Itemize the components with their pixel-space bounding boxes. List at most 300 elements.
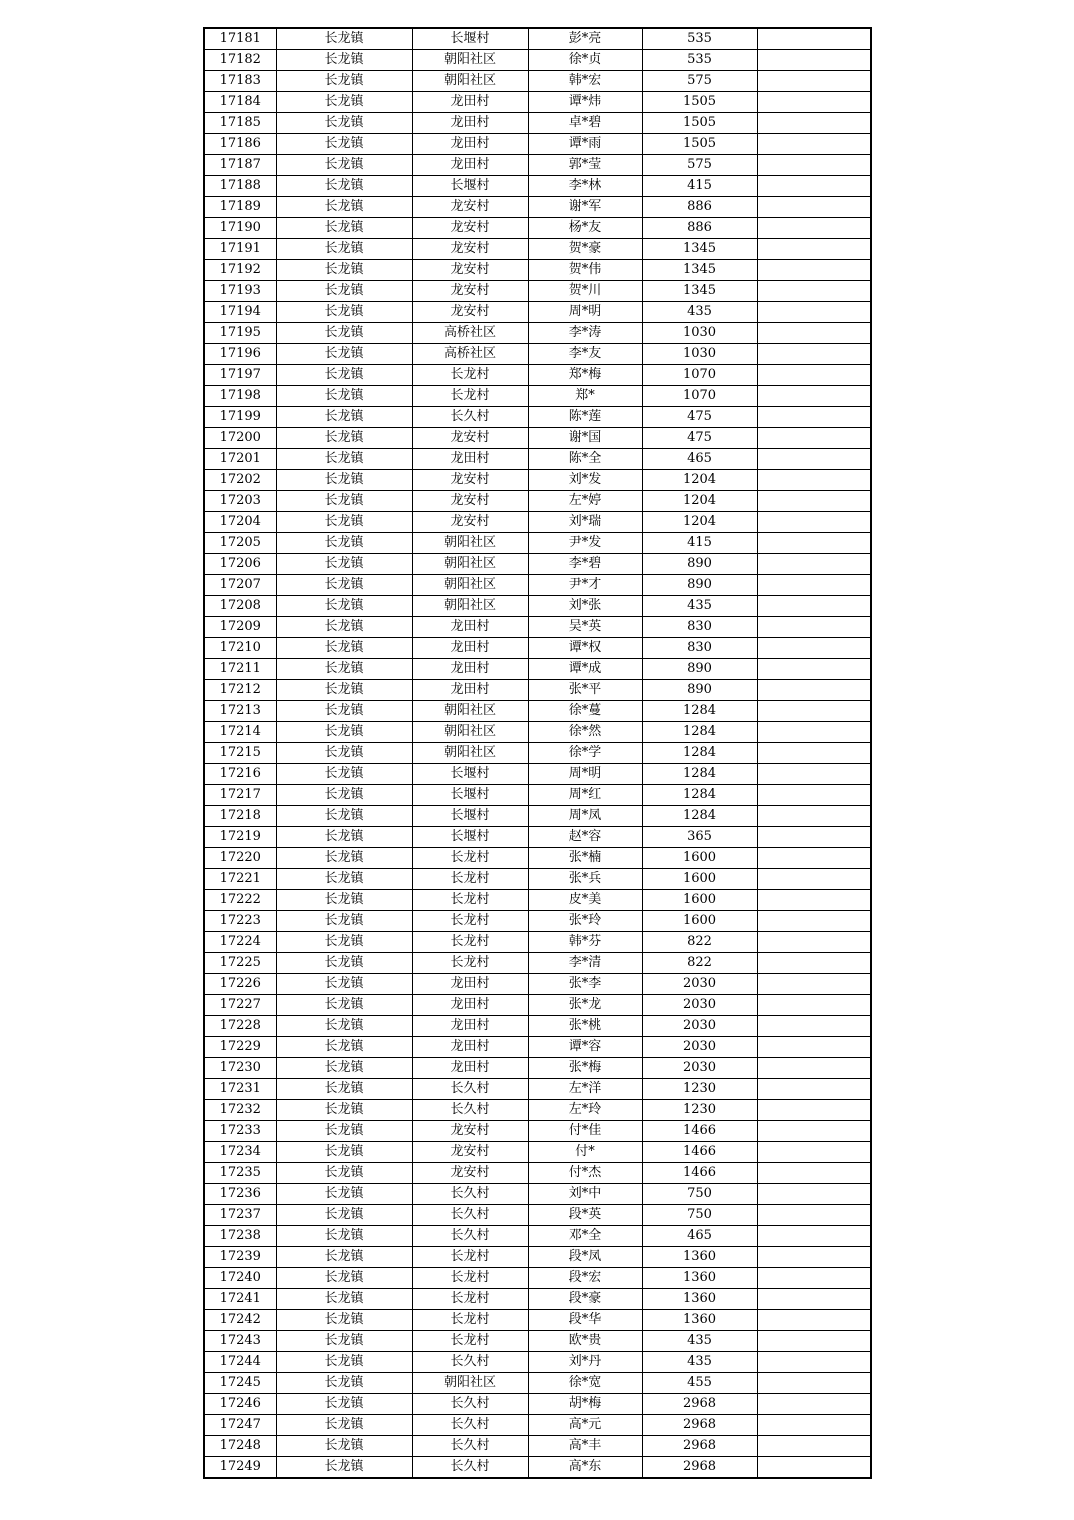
table-row <box>204 449 871 470</box>
amount-cell: 475 <box>642 428 757 449</box>
serial-cell: 17225 <box>204 953 276 974</box>
remark-cell <box>757 1268 871 1289</box>
village-cell: 朝阳社区 <box>412 722 528 743</box>
table-row <box>204 134 871 155</box>
table-row <box>204 512 871 533</box>
remark-cell <box>757 407 871 428</box>
table-row <box>204 344 871 365</box>
name-cell: 杨*友 <box>528 218 642 239</box>
village-cell: 龙田村 <box>412 113 528 134</box>
table-row <box>204 1058 871 1079</box>
serial-cell: 17248 <box>204 1436 276 1457</box>
table-row <box>204 1268 871 1289</box>
name-cell: 张*楠 <box>528 848 642 869</box>
village-cell: 朝阳社区 <box>412 743 528 764</box>
remark-cell <box>757 449 871 470</box>
village-cell: 龙安村 <box>412 1163 528 1184</box>
town-cell: 长龙镇 <box>276 953 412 974</box>
amount-cell: 1600 <box>642 911 757 932</box>
town-cell: 长龙镇 <box>276 1415 412 1436</box>
table-row <box>204 1100 871 1121</box>
name-cell: 郭*莹 <box>528 155 642 176</box>
name-cell: 韩*芬 <box>528 932 642 953</box>
village-cell: 长久村 <box>412 1436 528 1457</box>
village-cell: 龙安村 <box>412 1121 528 1142</box>
remark-cell <box>757 659 871 680</box>
amount-cell: 535 <box>642 50 757 71</box>
village-cell: 长久村 <box>412 1457 528 1479</box>
name-cell: 张*梅 <box>528 1058 642 1079</box>
village-cell: 龙安村 <box>412 302 528 323</box>
table-row <box>204 533 871 554</box>
town-cell: 长龙镇 <box>276 869 412 890</box>
name-cell: 郑*梅 <box>528 365 642 386</box>
amount-cell: 1345 <box>642 260 757 281</box>
amount-cell: 1360 <box>642 1268 757 1289</box>
town-cell: 长龙镇 <box>276 28 412 50</box>
town-cell: 长龙镇 <box>276 260 412 281</box>
serial-cell: 17208 <box>204 596 276 617</box>
remark-cell <box>757 1037 871 1058</box>
serial-cell: 17211 <box>204 659 276 680</box>
remark-cell <box>757 638 871 659</box>
remark-cell <box>757 365 871 386</box>
town-cell: 长龙镇 <box>276 1457 412 1479</box>
name-cell: 吴*英 <box>528 617 642 638</box>
serial-cell: 17228 <box>204 1016 276 1037</box>
town-cell: 长龙镇 <box>276 596 412 617</box>
village-cell: 长龙村 <box>412 1331 528 1352</box>
name-cell: 张*兵 <box>528 869 642 890</box>
village-cell: 长龙村 <box>412 911 528 932</box>
name-cell: 高*东 <box>528 1457 642 1479</box>
remark-cell <box>757 50 871 71</box>
table-row <box>204 575 871 596</box>
serial-cell: 17219 <box>204 827 276 848</box>
name-cell: 谭*炜 <box>528 92 642 113</box>
serial-cell: 17220 <box>204 848 276 869</box>
remark-cell <box>757 890 871 911</box>
village-cell: 长龙村 <box>412 1247 528 1268</box>
amount-cell: 1204 <box>642 470 757 491</box>
name-cell: 徐*蔓 <box>528 701 642 722</box>
town-cell: 长龙镇 <box>276 134 412 155</box>
village-cell: 龙田村 <box>412 638 528 659</box>
village-cell: 长久村 <box>412 1226 528 1247</box>
serial-cell: 17188 <box>204 176 276 197</box>
table-row <box>204 386 871 407</box>
serial-cell: 17230 <box>204 1058 276 1079</box>
amount-cell: 1230 <box>642 1079 757 1100</box>
name-cell: 张*平 <box>528 680 642 701</box>
amount-cell: 1505 <box>642 134 757 155</box>
serial-cell: 17199 <box>204 407 276 428</box>
amount-cell: 1466 <box>642 1142 757 1163</box>
town-cell: 长龙镇 <box>276 92 412 113</box>
remark-cell <box>757 827 871 848</box>
serial-cell: 17204 <box>204 512 276 533</box>
serial-cell: 17205 <box>204 533 276 554</box>
name-cell: 左*洋 <box>528 1079 642 1100</box>
name-cell: 付*杰 <box>528 1163 642 1184</box>
amount-cell: 886 <box>642 197 757 218</box>
town-cell: 长龙镇 <box>276 1247 412 1268</box>
table-row <box>204 428 871 449</box>
table-row <box>204 1415 871 1436</box>
name-cell: 欧*贵 <box>528 1331 642 1352</box>
serial-cell: 17239 <box>204 1247 276 1268</box>
remark-cell <box>757 722 871 743</box>
name-cell: 段*凤 <box>528 1247 642 1268</box>
table-row <box>204 197 871 218</box>
remark-cell <box>757 974 871 995</box>
remark-cell <box>757 302 871 323</box>
remark-cell <box>757 1163 871 1184</box>
table-row <box>204 470 871 491</box>
name-cell: 赵*容 <box>528 827 642 848</box>
remark-cell <box>757 470 871 491</box>
amount-cell: 575 <box>642 71 757 92</box>
remark-cell <box>757 491 871 512</box>
amount-cell: 415 <box>642 533 757 554</box>
table-row <box>204 365 871 386</box>
town-cell: 长龙镇 <box>276 1394 412 1415</box>
amount-cell: 1600 <box>642 848 757 869</box>
remark-cell <box>757 743 871 764</box>
name-cell: 高*元 <box>528 1415 642 1436</box>
amount-cell: 2968 <box>642 1436 757 1457</box>
table-row <box>204 218 871 239</box>
name-cell: 李*清 <box>528 953 642 974</box>
table-row <box>204 71 871 92</box>
amount-cell: 1030 <box>642 323 757 344</box>
serial-cell: 17226 <box>204 974 276 995</box>
remark-cell <box>757 533 871 554</box>
amount-cell: 750 <box>642 1205 757 1226</box>
town-cell: 长龙镇 <box>276 1373 412 1394</box>
town-cell: 长龙镇 <box>276 302 412 323</box>
remark-cell <box>757 1247 871 1268</box>
name-cell: 刘*中 <box>528 1184 642 1205</box>
town-cell: 长龙镇 <box>276 995 412 1016</box>
name-cell: 高*丰 <box>528 1436 642 1457</box>
remark-cell <box>757 1016 871 1037</box>
remark-cell <box>757 1184 871 1205</box>
table-row <box>204 869 871 890</box>
table-row <box>204 113 871 134</box>
amount-cell: 1070 <box>642 365 757 386</box>
table-row <box>204 680 871 701</box>
remark-cell <box>757 92 871 113</box>
town-cell: 长龙镇 <box>276 239 412 260</box>
serial-cell: 17247 <box>204 1415 276 1436</box>
village-cell: 高桥社区 <box>412 323 528 344</box>
town-cell: 长龙镇 <box>276 1205 412 1226</box>
village-cell: 长堰村 <box>412 827 528 848</box>
town-cell: 长龙镇 <box>276 1184 412 1205</box>
town-cell: 长龙镇 <box>276 806 412 827</box>
village-cell: 长久村 <box>412 407 528 428</box>
name-cell: 张*李 <box>528 974 642 995</box>
name-cell: 谭*成 <box>528 659 642 680</box>
table-row <box>204 28 871 50</box>
village-cell: 龙田村 <box>412 1058 528 1079</box>
remark-cell <box>757 1352 871 1373</box>
name-cell: 段*华 <box>528 1310 642 1331</box>
remark-cell <box>757 155 871 176</box>
table-row <box>204 785 871 806</box>
remark-cell <box>757 1457 871 1479</box>
village-cell: 长久村 <box>412 1205 528 1226</box>
village-cell: 长久村 <box>412 1079 528 1100</box>
name-cell: 左*玲 <box>528 1100 642 1121</box>
serial-cell: 17222 <box>204 890 276 911</box>
town-cell: 长龙镇 <box>276 1268 412 1289</box>
table-row <box>204 1310 871 1331</box>
serial-cell: 17242 <box>204 1310 276 1331</box>
name-cell: 贺*伟 <box>528 260 642 281</box>
town-cell: 长龙镇 <box>276 722 412 743</box>
name-cell: 徐*贞 <box>528 50 642 71</box>
amount-cell: 2968 <box>642 1394 757 1415</box>
village-cell: 龙安村 <box>412 512 528 533</box>
name-cell: 谭*雨 <box>528 134 642 155</box>
amount-cell: 1284 <box>642 701 757 722</box>
remark-cell <box>757 848 871 869</box>
table-row <box>204 995 871 1016</box>
name-cell: 段*英 <box>528 1205 642 1226</box>
name-cell: 尹*发 <box>528 533 642 554</box>
serial-cell: 17209 <box>204 617 276 638</box>
town-cell: 长龙镇 <box>276 155 412 176</box>
amount-cell: 1284 <box>642 722 757 743</box>
town-cell: 长龙镇 <box>276 785 412 806</box>
name-cell: 谭*容 <box>528 1037 642 1058</box>
remark-cell <box>757 1415 871 1436</box>
serial-cell: 17241 <box>204 1289 276 1310</box>
town-cell: 长龙镇 <box>276 575 412 596</box>
serial-cell: 17240 <box>204 1268 276 1289</box>
remark-cell <box>757 1079 871 1100</box>
serial-cell: 17216 <box>204 764 276 785</box>
name-cell: 段*宏 <box>528 1268 642 1289</box>
village-cell: 长龙村 <box>412 365 528 386</box>
village-cell: 龙安村 <box>412 197 528 218</box>
town-cell: 长龙镇 <box>276 113 412 134</box>
village-cell: 龙田村 <box>412 134 528 155</box>
amount-cell: 2030 <box>642 995 757 1016</box>
town-cell: 长龙镇 <box>276 1226 412 1247</box>
serial-cell: 17227 <box>204 995 276 1016</box>
amount-cell: 415 <box>642 176 757 197</box>
town-cell: 长龙镇 <box>276 218 412 239</box>
town-cell: 长龙镇 <box>276 701 412 722</box>
serial-cell: 17192 <box>204 260 276 281</box>
amount-cell: 822 <box>642 953 757 974</box>
table-row <box>204 302 871 323</box>
remark-cell <box>757 575 871 596</box>
town-cell: 长龙镇 <box>276 1058 412 1079</box>
name-cell: 周*凤 <box>528 806 642 827</box>
table-row <box>204 806 871 827</box>
amount-cell: 1360 <box>642 1310 757 1331</box>
town-cell: 长龙镇 <box>276 1100 412 1121</box>
name-cell: 张*桃 <box>528 1016 642 1037</box>
serial-cell: 17186 <box>204 134 276 155</box>
serial-cell: 17203 <box>204 491 276 512</box>
remark-cell <box>757 428 871 449</box>
village-cell: 龙田村 <box>412 617 528 638</box>
town-cell: 长龙镇 <box>276 1079 412 1100</box>
table-row <box>204 155 871 176</box>
name-cell: 李*涛 <box>528 323 642 344</box>
serial-cell: 17217 <box>204 785 276 806</box>
serial-cell: 17215 <box>204 743 276 764</box>
village-cell: 朝阳社区 <box>412 701 528 722</box>
town-cell: 长龙镇 <box>276 197 412 218</box>
village-cell: 龙田村 <box>412 155 528 176</box>
town-cell: 长龙镇 <box>276 554 412 575</box>
name-cell: 谭*权 <box>528 638 642 659</box>
village-cell: 龙安村 <box>412 260 528 281</box>
amount-cell: 2030 <box>642 1037 757 1058</box>
name-cell: 李*林 <box>528 176 642 197</box>
table-row <box>204 701 871 722</box>
amount-cell: 890 <box>642 575 757 596</box>
remark-cell <box>757 617 871 638</box>
name-cell: 彭*亮 <box>528 28 642 50</box>
remark-cell <box>757 554 871 575</box>
amount-cell: 890 <box>642 554 757 575</box>
town-cell: 长龙镇 <box>276 680 412 701</box>
table-row <box>204 911 871 932</box>
remark-cell <box>757 281 871 302</box>
serial-cell: 17238 <box>204 1226 276 1247</box>
serial-cell: 17236 <box>204 1184 276 1205</box>
village-cell: 龙安村 <box>412 1142 528 1163</box>
table-row <box>204 827 871 848</box>
name-cell: 张*龙 <box>528 995 642 1016</box>
remark-cell <box>757 176 871 197</box>
town-cell: 长龙镇 <box>276 533 412 554</box>
remark-cell <box>757 1100 871 1121</box>
town-cell: 长龙镇 <box>276 176 412 197</box>
table-row <box>204 260 871 281</box>
town-cell: 长龙镇 <box>276 827 412 848</box>
amount-cell: 535 <box>642 28 757 50</box>
remark-cell <box>757 1436 871 1457</box>
name-cell: 陈*莲 <box>528 407 642 428</box>
serial-cell: 17189 <box>204 197 276 218</box>
village-cell: 朝阳社区 <box>412 596 528 617</box>
village-cell: 朝阳社区 <box>412 50 528 71</box>
remark-cell <box>757 344 871 365</box>
table-row <box>204 1436 871 1457</box>
data-table <box>203 27 872 1479</box>
amount-cell: 1466 <box>642 1163 757 1184</box>
town-cell: 长龙镇 <box>276 512 412 533</box>
name-cell: 徐*学 <box>528 743 642 764</box>
amount-cell: 1466 <box>642 1121 757 1142</box>
table-row <box>204 407 871 428</box>
name-cell: 付*佳 <box>528 1121 642 1142</box>
name-cell: 邓*全 <box>528 1226 642 1247</box>
remark-cell <box>757 386 871 407</box>
amount-cell: 830 <box>642 638 757 659</box>
amount-cell: 1230 <box>642 1100 757 1121</box>
table-row <box>204 764 871 785</box>
amount-cell: 1600 <box>642 869 757 890</box>
village-cell: 龙安村 <box>412 281 528 302</box>
remark-cell <box>757 953 871 974</box>
serial-cell: 17193 <box>204 281 276 302</box>
serial-cell: 17237 <box>204 1205 276 1226</box>
table-row <box>204 638 871 659</box>
table-row <box>204 1247 871 1268</box>
table-row <box>204 50 871 71</box>
table-row <box>204 1331 871 1352</box>
amount-cell: 1204 <box>642 491 757 512</box>
town-cell: 长龙镇 <box>276 932 412 953</box>
serial-cell: 17213 <box>204 701 276 722</box>
name-cell: 谢*军 <box>528 197 642 218</box>
serial-cell: 17187 <box>204 155 276 176</box>
amount-cell: 365 <box>642 827 757 848</box>
remark-cell <box>757 512 871 533</box>
serial-cell: 17198 <box>204 386 276 407</box>
town-cell: 长龙镇 <box>276 890 412 911</box>
amount-cell: 750 <box>642 1184 757 1205</box>
serial-cell: 17244 <box>204 1352 276 1373</box>
town-cell: 长龙镇 <box>276 281 412 302</box>
town-cell: 长龙镇 <box>276 449 412 470</box>
village-cell: 龙田村 <box>412 449 528 470</box>
remark-cell <box>757 1310 871 1331</box>
town-cell: 长龙镇 <box>276 911 412 932</box>
amount-cell: 435 <box>642 1331 757 1352</box>
town-cell: 长龙镇 <box>276 470 412 491</box>
amount-cell: 1505 <box>642 113 757 134</box>
remark-cell <box>757 1373 871 1394</box>
table-row <box>204 1373 871 1394</box>
serial-cell: 17221 <box>204 869 276 890</box>
table-row <box>204 617 871 638</box>
village-cell: 龙田村 <box>412 974 528 995</box>
remark-cell <box>757 701 871 722</box>
name-cell: 左*婷 <box>528 491 642 512</box>
serial-cell: 17182 <box>204 50 276 71</box>
serial-cell: 17197 <box>204 365 276 386</box>
village-cell: 朝阳社区 <box>412 1373 528 1394</box>
village-cell: 长龙村 <box>412 869 528 890</box>
table-row <box>204 281 871 302</box>
remark-cell <box>757 932 871 953</box>
name-cell: 徐*然 <box>528 722 642 743</box>
amount-cell: 890 <box>642 659 757 680</box>
remark-cell <box>757 911 871 932</box>
serial-cell: 17218 <box>204 806 276 827</box>
name-cell: 李*友 <box>528 344 642 365</box>
town-cell: 长龙镇 <box>276 848 412 869</box>
table-body <box>204 28 871 1478</box>
serial-cell: 17200 <box>204 428 276 449</box>
village-cell: 长龙村 <box>412 848 528 869</box>
table-row <box>204 491 871 512</box>
town-cell: 长龙镇 <box>276 617 412 638</box>
remark-cell <box>757 995 871 1016</box>
serial-cell: 17201 <box>204 449 276 470</box>
amount-cell: 2968 <box>642 1457 757 1479</box>
